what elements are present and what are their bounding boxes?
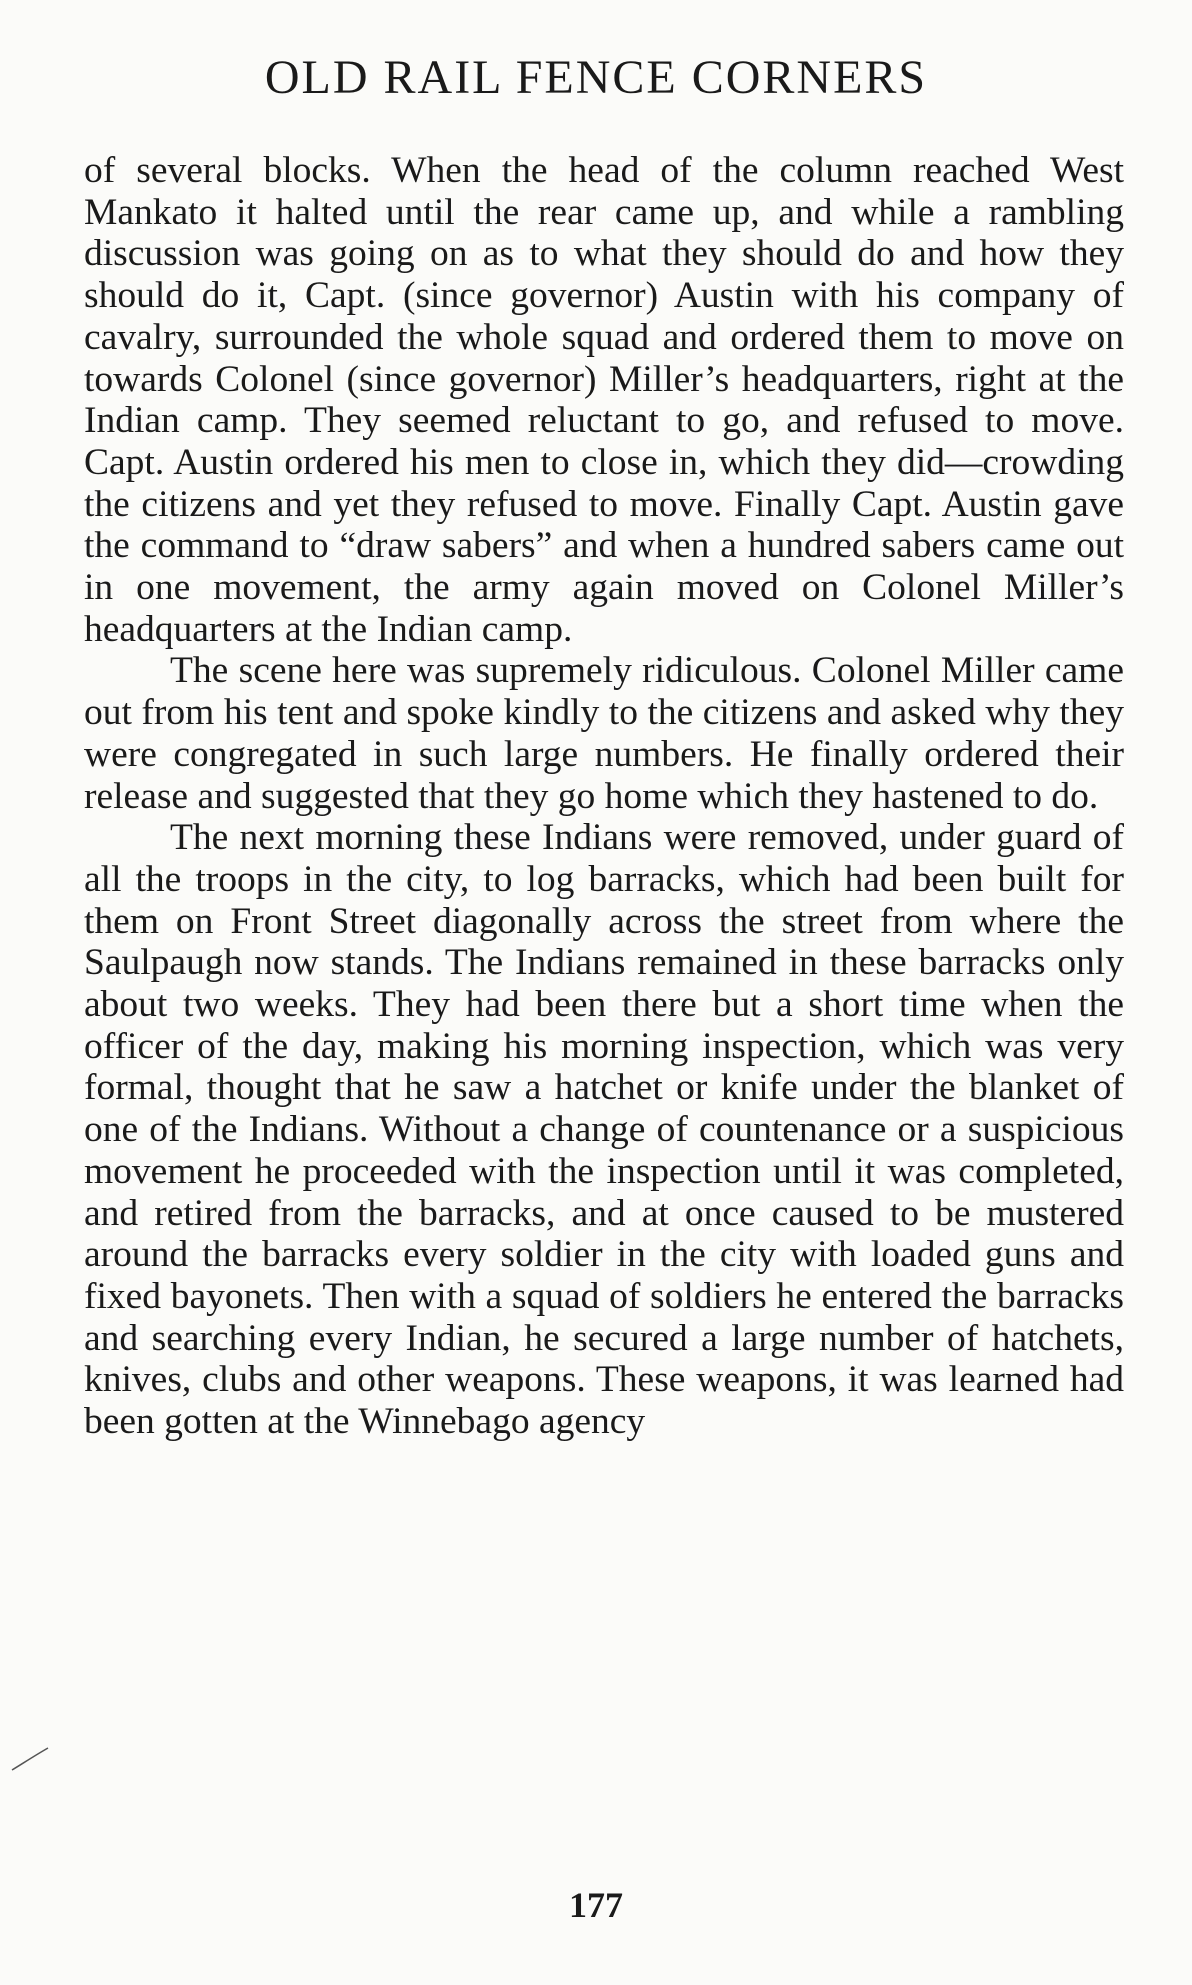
- page-body: [84, 150, 1124, 1443]
- paragraph: The next morning these Indians were removed, under guard of all the troops in the city, to log barracks, which had been built for them on Front Street diagonally across the street from where the Saulpaugh now stands. The Indians remained in these barracks only about two weeks. They had been there but a short time when the officer of the day, making his morning inspection, which was very formal, thought that he saw a hatchet or knife under the blanket of one of the Indians. Without a change of countenance or a suspicious movement he proceeded with the inspection until it was completed, and retired from the barracks, and at once caused to be mustered around the barracks every soldier in the city with loaded guns and fixed bayonets. Then with a squad of soldiers he entered the barracks and searching every Indian, he secured a large number of hatchets, knives, clubs and other weapons. These weapons, it was learned had been gotten at the Winnebago agency: [84, 817, 1124, 1443]
- paragraph: The scene here was supremely ridiculous. Colonel Miller came out from his tent and spoke kindly to the citizens and asked why they were congregated in such large numbers. He finally ordered their release and suggested that they go home which they hastened to do.: [84, 650, 1124, 817]
- pencil-mark: [8, 1744, 52, 1774]
- page-number: 177: [569, 1885, 623, 1925]
- running-title: OLD RAIL FENCE CORNERS: [264, 51, 928, 104]
- paragraph-continued: of several blocks. When the head of the column reached West Mankato it halted until the rear came up, and while a rambling discussion was going on as to what they should do and how they should do it, Capt. (since governor) Austin with his company of cavalry, surrounded the whole squad and ordered them to move on towards Colonel (since governor) Miller’s headquarters, right at the Indian camp. They seemed reluctant to go, and refused to move. Capt. Austin ordered his men to close in, which they did—crowding the citizens and yet they refused to move. Finally Capt. Austin gave the command to “draw sabers” and when a hundred sabers came out in one movement, the army again moved on Colonel Miller’s headquarters at the Indian camp.: [84, 150, 1124, 650]
